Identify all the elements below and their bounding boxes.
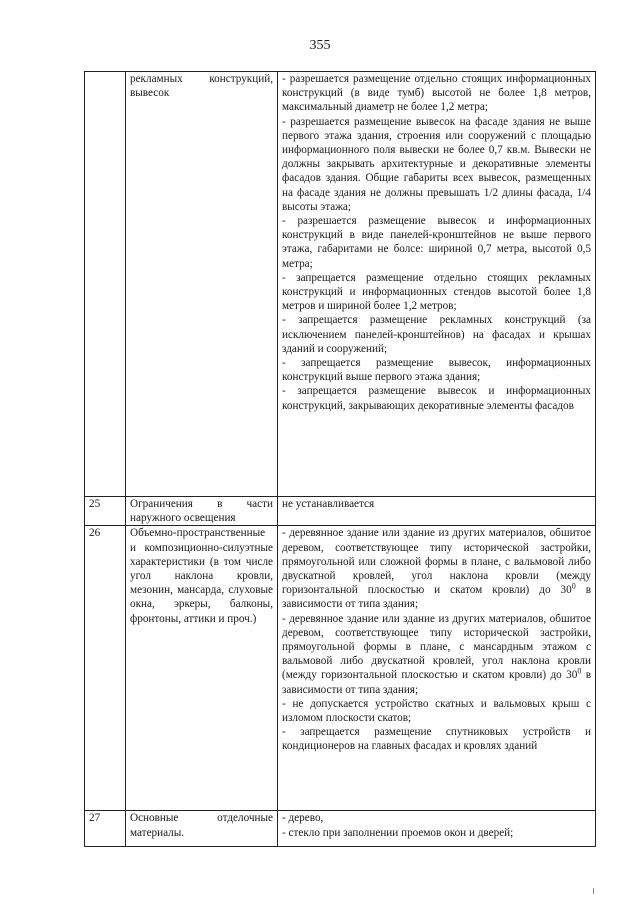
requirement-item: - разрешается размещение отдельно стоящих информационных конструкций (в виде тумб) высотой не более 1,8 метров, максимальный диаметр не более 1,2 метра; <box>282 73 591 114</box>
requirement-item: - разрешается размещение вывесок и информационных конструкций в виде панелей-кронштейнов не выше первого этажа, габаритами не болсе: шириной 0,7 метра, высотой 0,5 метра; <box>282 215 591 270</box>
row-parameter: рекламных конструкций, вывесок <box>126 72 278 497</box>
requirement-item: - дерево, <box>282 812 324 825</box>
row-number: 26 <box>85 526 126 811</box>
scan-edge-mark <box>593 888 594 894</box>
row-requirements <box>278 811 596 847</box>
row-requirements <box>278 72 596 497</box>
requirement-item <box>282 526 591 611</box>
row-requirements <box>278 497 596 526</box>
requirement-tail: в зависимости от типа здания; <box>282 584 591 611</box>
row-number <box>85 72 126 497</box>
requirement-item: - запрещается размещение отдельно стоящих рекламных конструкций и информационных стендов высотой более 1,8 метров и шириной более 1,2 метров; <box>282 271 591 313</box>
row-parameter: Объемно-пространственные и композиционно-силуэтные характеристики (в том числе угол наклона кровли, мезонин, мансарда, слуховые окна, эркеры, балконы, фронтоны, аттики и проч.) <box>126 526 278 811</box>
row-number: 25 <box>85 497 126 526</box>
row-number: 27 <box>85 811 126 847</box>
requirement-item: - запрещается размещение вывесок и информационных конструкций, закрывающих декоративные элементы фасадов <box>282 385 591 412</box>
row-requirements <box>278 526 596 811</box>
requirement-tail: в зависимости от типа здания; <box>282 669 591 696</box>
page-number: 355 <box>309 38 331 53</box>
requirement-item: - запрещается размещение спутниковых устройств и кондиционеров на главных фасадах и кровлях зданий <box>282 726 591 753</box>
requirement-item: - стекло при заполнении проемов окон и дверей; <box>282 826 514 839</box>
degree-superscript: 0 <box>577 666 582 676</box>
table-row <box>85 811 596 847</box>
requirement-item: - запрещается размещение рекламных конструкций (за исключением панелей-кронштейнов) на фасадах и крышах зданий и сооружений; <box>282 314 591 355</box>
degree-superscript: 0 <box>571 581 576 591</box>
regulations-table <box>84 71 596 847</box>
requirement-item: - разрешается размещение вывесок на фасаде здания не выше первого этажа здания, строения или сооружений с площадью информационного поля вывески не более 0,7 кв.м. Вывески не должны закрывать архитектурные и декоративные элементы фасадов здания. Общие габариты всех вывесок, размещенных на фасаде здания не должны превышать 1/2 длины фасада, 1/4 высоты этажа; <box>282 115 591 213</box>
requirement-item <box>282 612 591 697</box>
requirement-item: - не допускается устройство скатных и вальмовых крыш с изломом плоскости скатов; <box>282 697 591 725</box>
table-row <box>85 526 596 811</box>
requirement-item: - запрещается размещение вывесок, информационных конструкций выше первого этажа здания; <box>282 357 591 384</box>
row-parameter: Ограничения в части наружного освещения <box>126 497 278 526</box>
requirement-item: не устанавливается <box>282 498 375 510</box>
requirement-text: - деревянное здание или здание из других материалов, обшитое деревом, соответствующее типу исторической застройки, прямоугольной или сложной формы в плане, с вальмовой либо двускатной кровлей, угол наклона кровли (между горизонтальной плоскостью и скатом кровли) до 30 <box>282 527 591 597</box>
table-row <box>85 497 596 526</box>
row-parameter: Основные отделочные материалы. <box>126 811 278 847</box>
requirement-text: - деревянное здание или здание из других материалов, обшитое деревом, соответствующее типу исторической застройки, прямоугольной формы в плане, с мансардным этажом с вальмовой либо двускатной кровлей, угол наклона кровли (между горизонтальной плоскостью и скатом кровли) до 30 <box>282 612 591 682</box>
table-row <box>85 72 596 497</box>
